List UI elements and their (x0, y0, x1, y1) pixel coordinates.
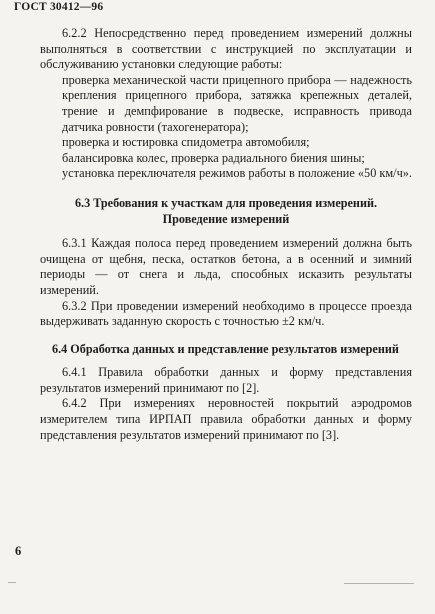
work-list (40, 73, 412, 182)
work-item: проверка и юстировка спидометра автомобиля; (62, 135, 310, 150)
work-item: установка переключателя режимов работы в положение «50 км/ч». (62, 166, 413, 181)
scan-artifact-right (344, 583, 414, 584)
page-number: 6 (15, 544, 22, 558)
paragraph-6-4-2: 6.4.2 При измерениях неровностей покрытий аэродромов измерителем типа ИРПАП правила обработки данных и форму представления результатов измерений принимают по [3]. (40, 396, 412, 442)
work-item: проверка механической части прицепного прибора — надежность крепления прицепного прибора, затяжка крепежных деталей, трение и демпфирование в подвеске, исправность привода датчика ровности (тахогенератора); (62, 72, 412, 134)
section-heading-6-3-line1: 6.3 Требования к участкам для проведения измерений. (74, 195, 378, 210)
section-heading-6-4: 6.4 Обработка данных и представление результатов измерений (52, 341, 399, 356)
scan-artifact-left (8, 582, 16, 583)
section-heading-6-3-line2: Проведение измерений (162, 211, 290, 226)
document-header: ГОСТ 30412—96 (14, 1, 104, 13)
paragraph-6-4-1: 6.4.1 Правила обработки данных и форму представления результатов измерений принимают по [2]. (40, 365, 412, 395)
paragraph-6-2-2: 6.2.2 Непосредственно перед проведением измерений должны выполняться в соответствии с инструкцией по эксплуатации и обслуживанию установки следующие работы: (40, 26, 412, 72)
paragraph-6-3-1: 6.3.1 Каждая полоса перед проведением измерений должна быть очищена от щебня, песка, остатков бетона, а в осенний и зимний периоды — от снега и льда, способных исказить результаты измерений. (40, 236, 412, 297)
document-body (40, 26, 412, 443)
section-heading-6-3 (40, 196, 412, 227)
work-item: балансировка колес, проверка радиального биения шины; (62, 150, 365, 165)
paragraph-6-3-2: 6.3.2 При проведении измерений необходимо в процессе проезда выдерживать заданную скорость с точностью ±2 км/ч. (40, 298, 412, 329)
